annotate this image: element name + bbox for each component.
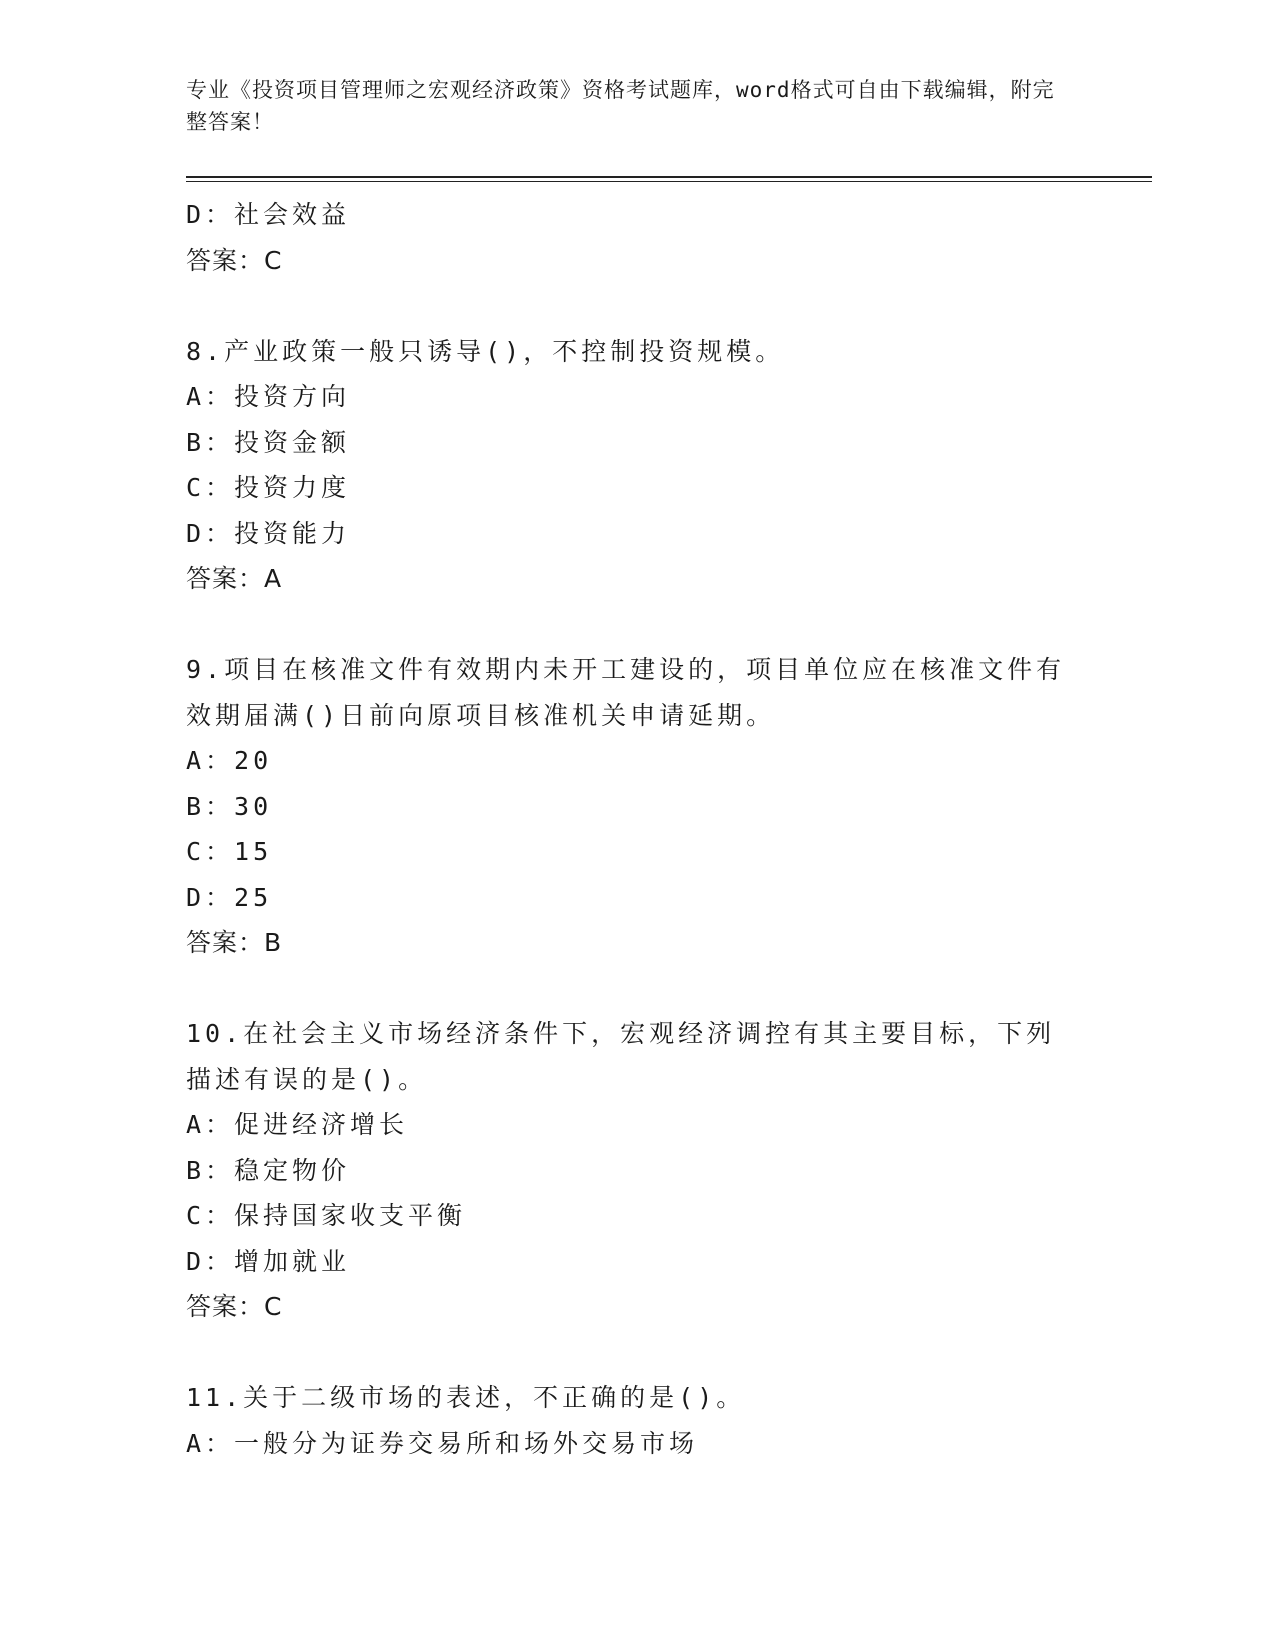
option-c: C：保持国家收支平衡 bbox=[186, 1201, 467, 1230]
prev-option-d: D：社会效益 bbox=[186, 200, 351, 229]
document-header: 专业《投资项目管理师之宏观经济政策》资格考试题库，word格式可自由下载编辑，附完整答案！ bbox=[186, 78, 1055, 134]
question-list bbox=[186, 192, 1146, 1466]
spacer bbox=[186, 966, 1146, 1012]
header-divider bbox=[186, 176, 1152, 182]
option-d: D：投资能力 bbox=[186, 518, 351, 548]
answer: 答案：C bbox=[186, 1292, 283, 1321]
question-11 bbox=[186, 1375, 1146, 1466]
question-stem: 11.关于二级市场的表述，不正确的是()。 bbox=[186, 1383, 746, 1412]
option-d: D：25 bbox=[186, 882, 273, 912]
spacer bbox=[186, 1330, 1146, 1376]
question-10 bbox=[186, 1011, 1146, 1330]
answer: 答案：B bbox=[186, 928, 283, 957]
option-b: B：稳定物价 bbox=[186, 1155, 351, 1185]
option-a: A：20 bbox=[186, 746, 273, 775]
answer: 答案：A bbox=[186, 564, 283, 593]
spacer bbox=[186, 602, 1146, 648]
question-8 bbox=[186, 329, 1146, 602]
option-a: A：促进经济增长 bbox=[186, 1110, 409, 1139]
option-d: D：增加就业 bbox=[186, 1246, 351, 1276]
question-stem: 10.在社会主义市场经济条件下，宏观经济调控有其主要目标，下列描述有误的是()。 bbox=[186, 1019, 1056, 1094]
spacer bbox=[186, 283, 1146, 329]
option-a: A：投资方向 bbox=[186, 382, 351, 411]
prev-answer: 答案：C bbox=[186, 245, 283, 275]
option-a: A：一般分为证券交易所和场外交易市场 bbox=[186, 1428, 699, 1458]
option-b: B：投资金额 bbox=[186, 427, 351, 457]
question-9 bbox=[186, 647, 1146, 966]
option-b: B：30 bbox=[186, 791, 273, 821]
option-c: C：15 bbox=[186, 837, 273, 866]
question-stem: 9.项目在核准文件有效期内未开工建设的，项目单位应在核准文件有效期届满()日前向原项目核准机关申请延期。 bbox=[186, 655, 1066, 730]
question-stem: 8.产业政策一般只诱导()，不控制投资规模。 bbox=[186, 336, 785, 366]
option-c: C：投资力度 bbox=[186, 473, 351, 502]
